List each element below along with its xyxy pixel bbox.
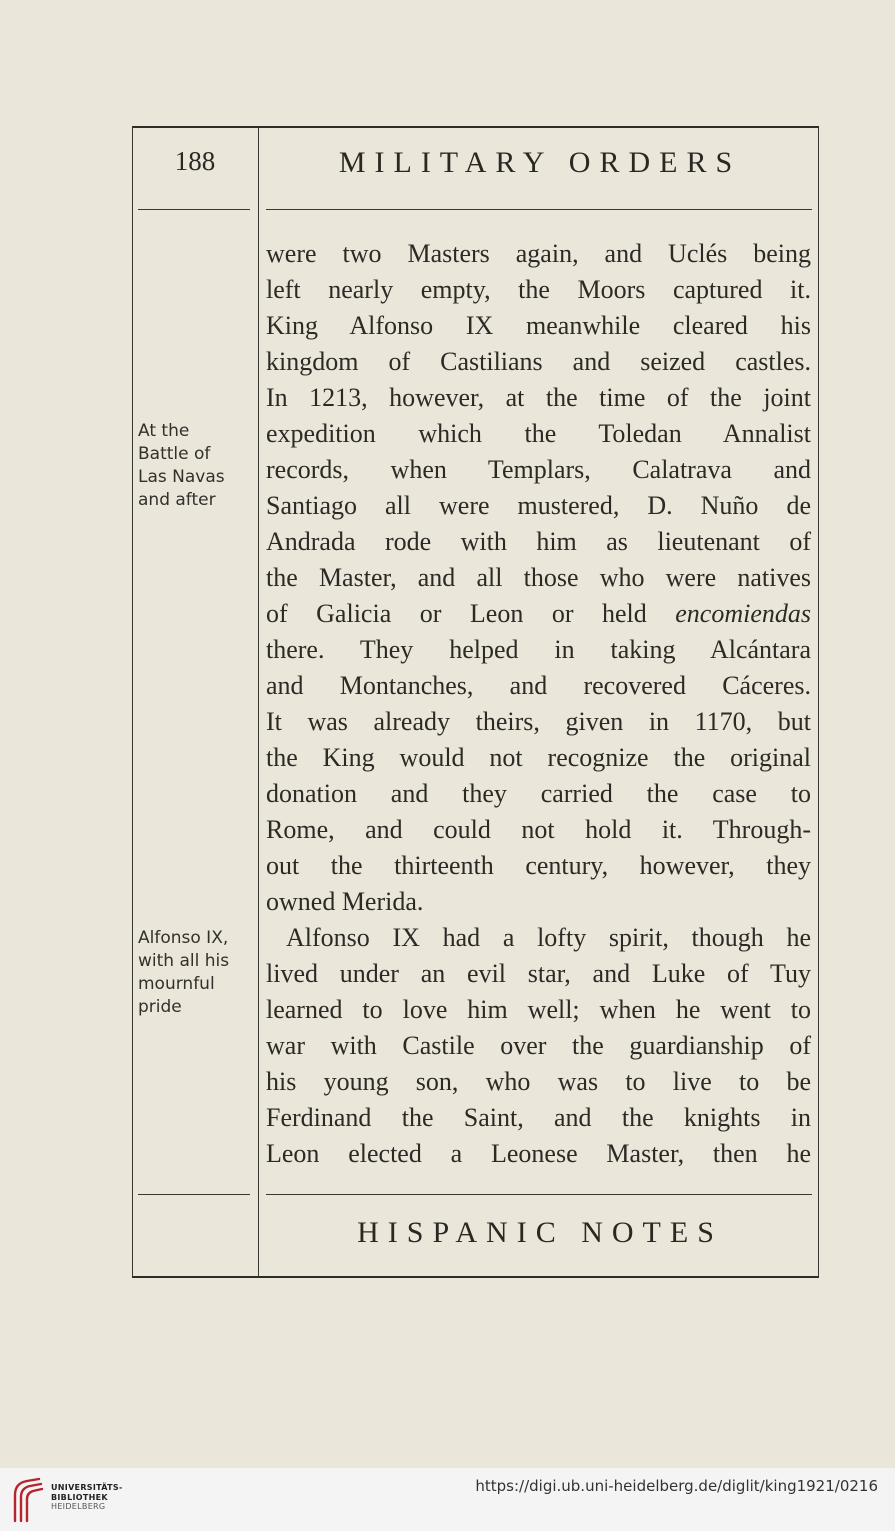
library-name-line: BIBLIOTHEK <box>51 1492 108 1502</box>
text-line: owned Merida. <box>266 887 424 916</box>
text-line: In 1213, however, at the time of the joint <box>266 383 811 412</box>
text-line: Rome, and could not hold it. Through- <box>266 815 811 844</box>
library-name-line: UNIVERSITÄTS- <box>51 1483 123 1492</box>
text-line: lived under an evil star, and Luke of Tuy <box>266 959 811 988</box>
text-line: his young son, who was to live to be <box>266 1067 811 1096</box>
text-line: kingdom of Castilians and seized castles. <box>266 347 811 376</box>
footer-rule-margin <box>138 1194 250 1195</box>
source-url-link[interactable]: https://digi.ub.uni-heidelberg.de/diglit/king1921/0216 <box>475 1477 878 1495</box>
text-line: Alfonso IX had a lofty spirit, though he <box>286 923 811 952</box>
text-line: Ferdinand the Saint, and the knights in <box>266 1103 811 1132</box>
library-logo[interactable] <box>9 1477 45 1523</box>
column-divider <box>258 127 259 1277</box>
header-rule-margin <box>138 209 250 210</box>
text-line: there. They helped in taking Alcántara <box>266 635 811 664</box>
header-rule-main <box>266 209 812 210</box>
text-line: records, when Templars, Calatrava and <box>266 455 811 484</box>
text-line: the Master, and all those who were natives <box>266 563 811 592</box>
text-line: Santiago all were mustered, D. Nuño de <box>266 491 811 520</box>
sidenote-line: At the <box>138 421 190 441</box>
text-line: and Montanches, and recovered Cáceres. <box>266 671 811 700</box>
sidenote-line: pride <box>138 997 182 1017</box>
text-line <box>266 596 811 632</box>
library-name-line: HEIDELBERG <box>51 1502 106 1511</box>
italic-term: encomiendas <box>675 599 812 628</box>
text-line: out the thirteenth century, however, they <box>266 851 811 880</box>
text-line: learned to love him well; when he went to <box>266 995 811 1024</box>
page-number: 188 <box>174 146 216 176</box>
sidenote-line: Alfonso IX, <box>138 928 229 948</box>
running-head: MILITARY ORDERS <box>338 146 742 179</box>
sidenote-line: mournful <box>138 974 215 994</box>
library-name <box>51 1483 123 1512</box>
sidenote-line: Battle of <box>138 444 211 464</box>
footer-rule-main <box>266 1194 812 1195</box>
text-line: left nearly empty, the Moors captured it. <box>266 275 811 304</box>
text-line: were two Masters again, and Uclés being <box>266 239 811 268</box>
sidenote-line: with all his <box>138 951 230 971</box>
heidelberg-library-logo-icon <box>9 1477 45 1523</box>
text-line: expedition which the Toledan Annalist <box>266 419 811 448</box>
sidenote-alfonso <box>138 927 256 1019</box>
text-line: donation and they carried the case to <box>266 779 811 808</box>
text-span: of Galicia or Leon or held <box>266 599 647 628</box>
sidenote-line: and after <box>138 490 216 510</box>
text-line: It was already theirs, given in 1170, but <box>266 707 811 736</box>
sidenote-line: Las Navas <box>138 467 225 487</box>
text-line: Andrada rode with him as lieutenant of <box>266 527 811 556</box>
text-line: war with Castile over the guardianship of <box>266 1031 811 1060</box>
text-line: King Alfonso IX meanwhile cleared his <box>266 311 811 340</box>
sidenote-las-navas <box>138 420 256 512</box>
text-line: the King would not recognize the original <box>266 743 811 772</box>
footer-title: HISPANIC NOTES <box>357 1216 723 1249</box>
text-line: Leon elected a Leonese Master, then he <box>266 1139 811 1168</box>
